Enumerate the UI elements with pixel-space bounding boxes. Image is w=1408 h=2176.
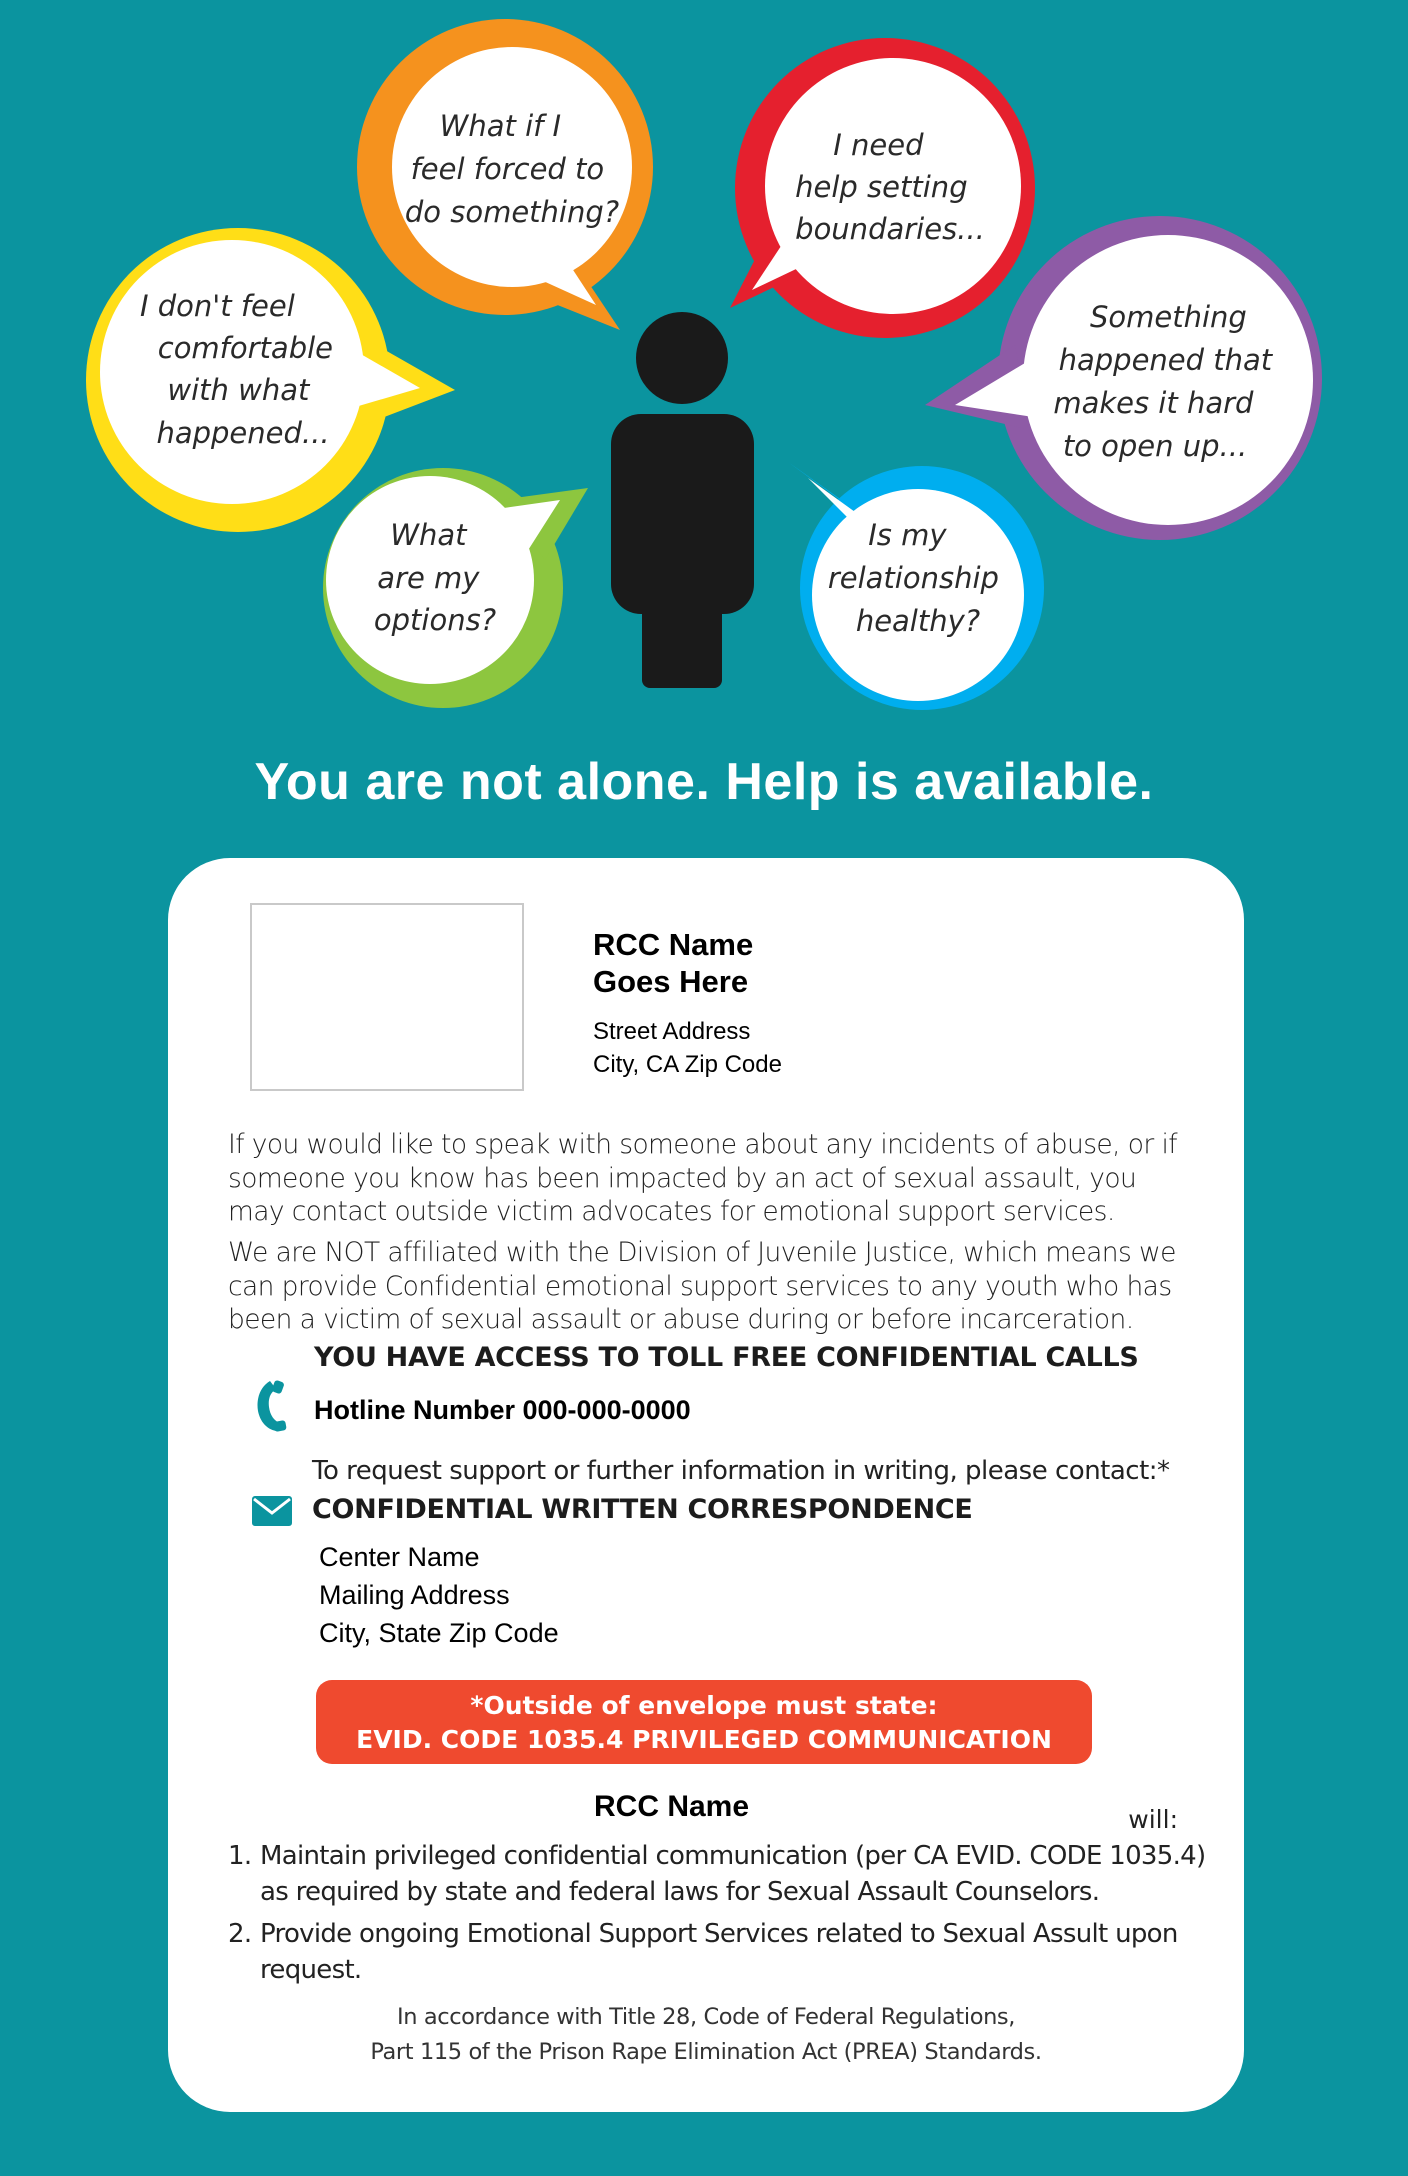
center-name-line1: RCC Name (593, 927, 754, 962)
logo-placeholder (250, 903, 524, 1091)
tagline: You are not alone. Help is available. (254, 753, 1154, 811)
mail-city: City, State Zip Code (319, 1618, 559, 1648)
bubble-options-line: options? (373, 603, 497, 637)
commitments-list (228, 1838, 1208, 1994)
bubble-open-up-line: makes it hard (1053, 386, 1254, 420)
info-card (168, 858, 1244, 2112)
bubble-forced-line: do something? (404, 195, 620, 229)
bubble-open-up-line: Something (1089, 300, 1247, 334)
bubble-forced (357, 19, 653, 330)
list-item-number: 2. (228, 1919, 252, 1949)
bubble-options-line: What (390, 518, 467, 552)
list-item (228, 1916, 1208, 1988)
bubble-boundaries-line: I need (833, 128, 924, 162)
bubble-boundaries (730, 38, 1035, 338)
mailing-address-block (319, 1538, 559, 1652)
notice-line2: EVID. CODE 1035.4 PRIVILEGED COMMUNICATION (356, 1725, 1052, 1754)
bubble-options-line: are my (377, 561, 480, 595)
mail-address: Mailing Address (319, 1580, 510, 1610)
center-name-line2: Goes Here (593, 964, 749, 999)
written-heading: CONFIDENTIAL WRITTEN CORRESPONDENCE (312, 1494, 973, 1525)
request-text: To request support or further information in writing, please contact:* (312, 1456, 1170, 1486)
intro-paragraph: If you would like to speak with someone about any incidents of abuse, or if someone you know has been impacted by an act of sexual assault, you may contact outside victim advocates for emotional support services. (228, 1129, 1177, 1227)
envelope-icon (252, 1496, 292, 1526)
bubble-comfortable-line: happened... (156, 416, 330, 450)
bubble-boundaries-line: boundaries... (795, 212, 985, 246)
center-address (593, 1015, 782, 1081)
center-city: City, CA Zip Code (593, 1051, 782, 1078)
bubble-options (323, 468, 588, 708)
footer-line2: Part 115 of the Prison Rape Elimination Act (PREA) Standards. (370, 2039, 1042, 2065)
envelope-notice-banner (316, 1680, 1092, 1764)
regulation-footer (168, 2000, 1244, 2070)
list-item-number: 1. (228, 1841, 252, 1871)
notice-line1: *Outside of envelope must state: (470, 1691, 938, 1720)
center-street: Street Address (593, 1018, 751, 1045)
mail-center-name: Center Name (319, 1542, 480, 1572)
hotline-number[interactable]: Hotline Number 000-000-0000 (314, 1395, 691, 1425)
bubble-relationship-line: Is my (868, 518, 947, 552)
list-item-text: Provide ongoing Emotional Support Services related to Sexual Assult upon request. (260, 1919, 1178, 1985)
phone-icon (256, 1379, 290, 1433)
bubble-comfortable-line: with what (167, 373, 310, 407)
calls-heading: YOU HAVE ACCESS TO TOLL FREE CONFIDENTIAL CALLS (314, 1342, 1139, 1373)
will-label: will: (1128, 1805, 1178, 1834)
bubble-forced-line: What if I (439, 109, 562, 143)
bubble-comfortable-line: comfortable (157, 331, 334, 365)
will-center-name: RCC Name (594, 1790, 750, 1823)
list-item-text: Maintain privileged confidential communication (per CA EVID. CODE 1035.4) as required by state and federal laws for Sexual Assault Counselors. (260, 1841, 1206, 1907)
person-icon (611, 312, 754, 688)
bubble-open-up-line: to open up... (1062, 429, 1248, 463)
bubble-relationship-line: healthy? (855, 604, 981, 638)
bubble-relationship-line: relationship (827, 561, 999, 595)
bubble-relationship (788, 462, 1044, 710)
bubble-boundaries-line: help setting (795, 170, 968, 204)
bubble-comfortable-line: I don't feel (139, 289, 295, 323)
bubble-open-up-line: happened that (1058, 343, 1273, 377)
footer-line1: In accordance with Title 28, Code of Federal Regulations, (396, 2004, 1016, 2030)
bubble-forced-line: feel forced to (410, 152, 605, 186)
center-name (593, 926, 993, 1000)
speech-bubbles-illustration (0, 0, 1408, 760)
list-item (228, 1838, 1208, 1910)
affiliation-paragraph: We are NOT affiliated with the Division of Juvenile Justice, which means we can provide Confidential emotional support services to any youth who has been a victim of sexual assault or abuse during or before incarceration. (228, 1237, 1176, 1335)
